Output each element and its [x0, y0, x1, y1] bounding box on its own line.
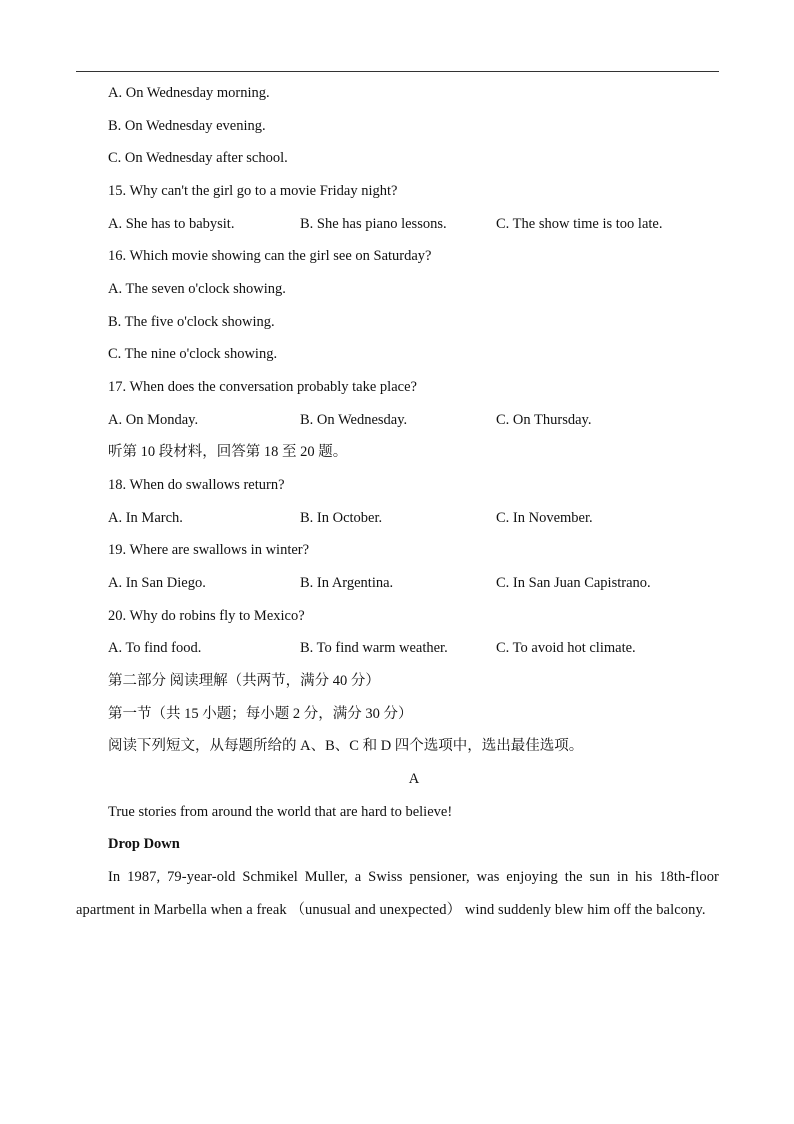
q16-option-c: C. The nine o'clock showing.: [108, 346, 278, 362]
q17-option-b: B. On Wednesday.: [300, 412, 408, 428]
reading-instructions: 阅读下列短文，从每题所给的 A、B、C 和 D 四个选项中，选出最佳选项。: [108, 738, 584, 754]
q15-question: 15. Why can't the girl go to a movie Friday night?: [108, 183, 398, 199]
q18-option-a: A. In March.: [108, 510, 183, 526]
q14-option-b: B. On Wednesday evening.: [108, 118, 266, 134]
passage-title: Drop Down: [108, 836, 180, 852]
q16-question: 16. Which movie showing can the girl see on Saturday?: [108, 248, 432, 264]
q19-option-b: B. In Argentina.: [300, 575, 394, 591]
q15-option-b: B. She has piano lessons.: [300, 216, 447, 232]
material-10-instruction: 听第 10 段材料，回答第 18 至 20 题。: [108, 444, 348, 460]
q18-question: 18. When do swallows return?: [108, 477, 285, 493]
q19-option-c: C. In San Juan Capistrano.: [496, 575, 651, 591]
q19-option-a: A. In San Diego.: [108, 575, 206, 591]
q16-option-a: A. The seven o'clock showing.: [108, 281, 286, 297]
q18-option-c: C. In November.: [496, 510, 593, 526]
q15-option-c: C. The show time is too late.: [496, 216, 663, 232]
q17-question: 17. When does the conversation probably take place?: [108, 379, 417, 395]
part2-heading: 第二部分 阅读理解（共两节，满分 40 分）: [108, 673, 380, 689]
section1-heading: 第一节（共 15 小题；每小题 2 分，满分 30 分）: [108, 706, 413, 722]
passage-paragraph: In 1987, 79-year-old Schmikel Muller, a Swiss pensioner, was enjoying the sun in his 18th-floor apartment in Marbella when a freak （unusual and unexpected） wind suddenly blew him off the balcony.: [76, 869, 719, 918]
q20-option-b: B. To find warm weather.: [300, 640, 448, 656]
q20-option-a: A. To find food.: [108, 640, 202, 656]
q20-question: 20. Why do robins fly to Mexico?: [108, 608, 305, 624]
q17-option-c: C. On Thursday.: [496, 412, 592, 428]
q18-option-b: B. In October.: [300, 510, 383, 526]
passage-label: A: [408, 771, 420, 787]
q20-option-c: C. To avoid hot climate.: [496, 640, 636, 656]
header-rule: [76, 71, 719, 72]
passage-intro: True stories from around the world that are hard to believe!: [108, 804, 453, 820]
q19-question: 19. Where are swallows in winter?: [108, 542, 310, 558]
q16-option-b: B. The five o'clock showing.: [108, 314, 275, 330]
q15-option-a: A. She has to babysit.: [108, 216, 235, 232]
q17-option-a: A. On Monday.: [108, 412, 199, 428]
q14-option-c: C. On Wednesday after school.: [108, 150, 288, 166]
q14-option-a: A. On Wednesday morning.: [108, 85, 270, 101]
